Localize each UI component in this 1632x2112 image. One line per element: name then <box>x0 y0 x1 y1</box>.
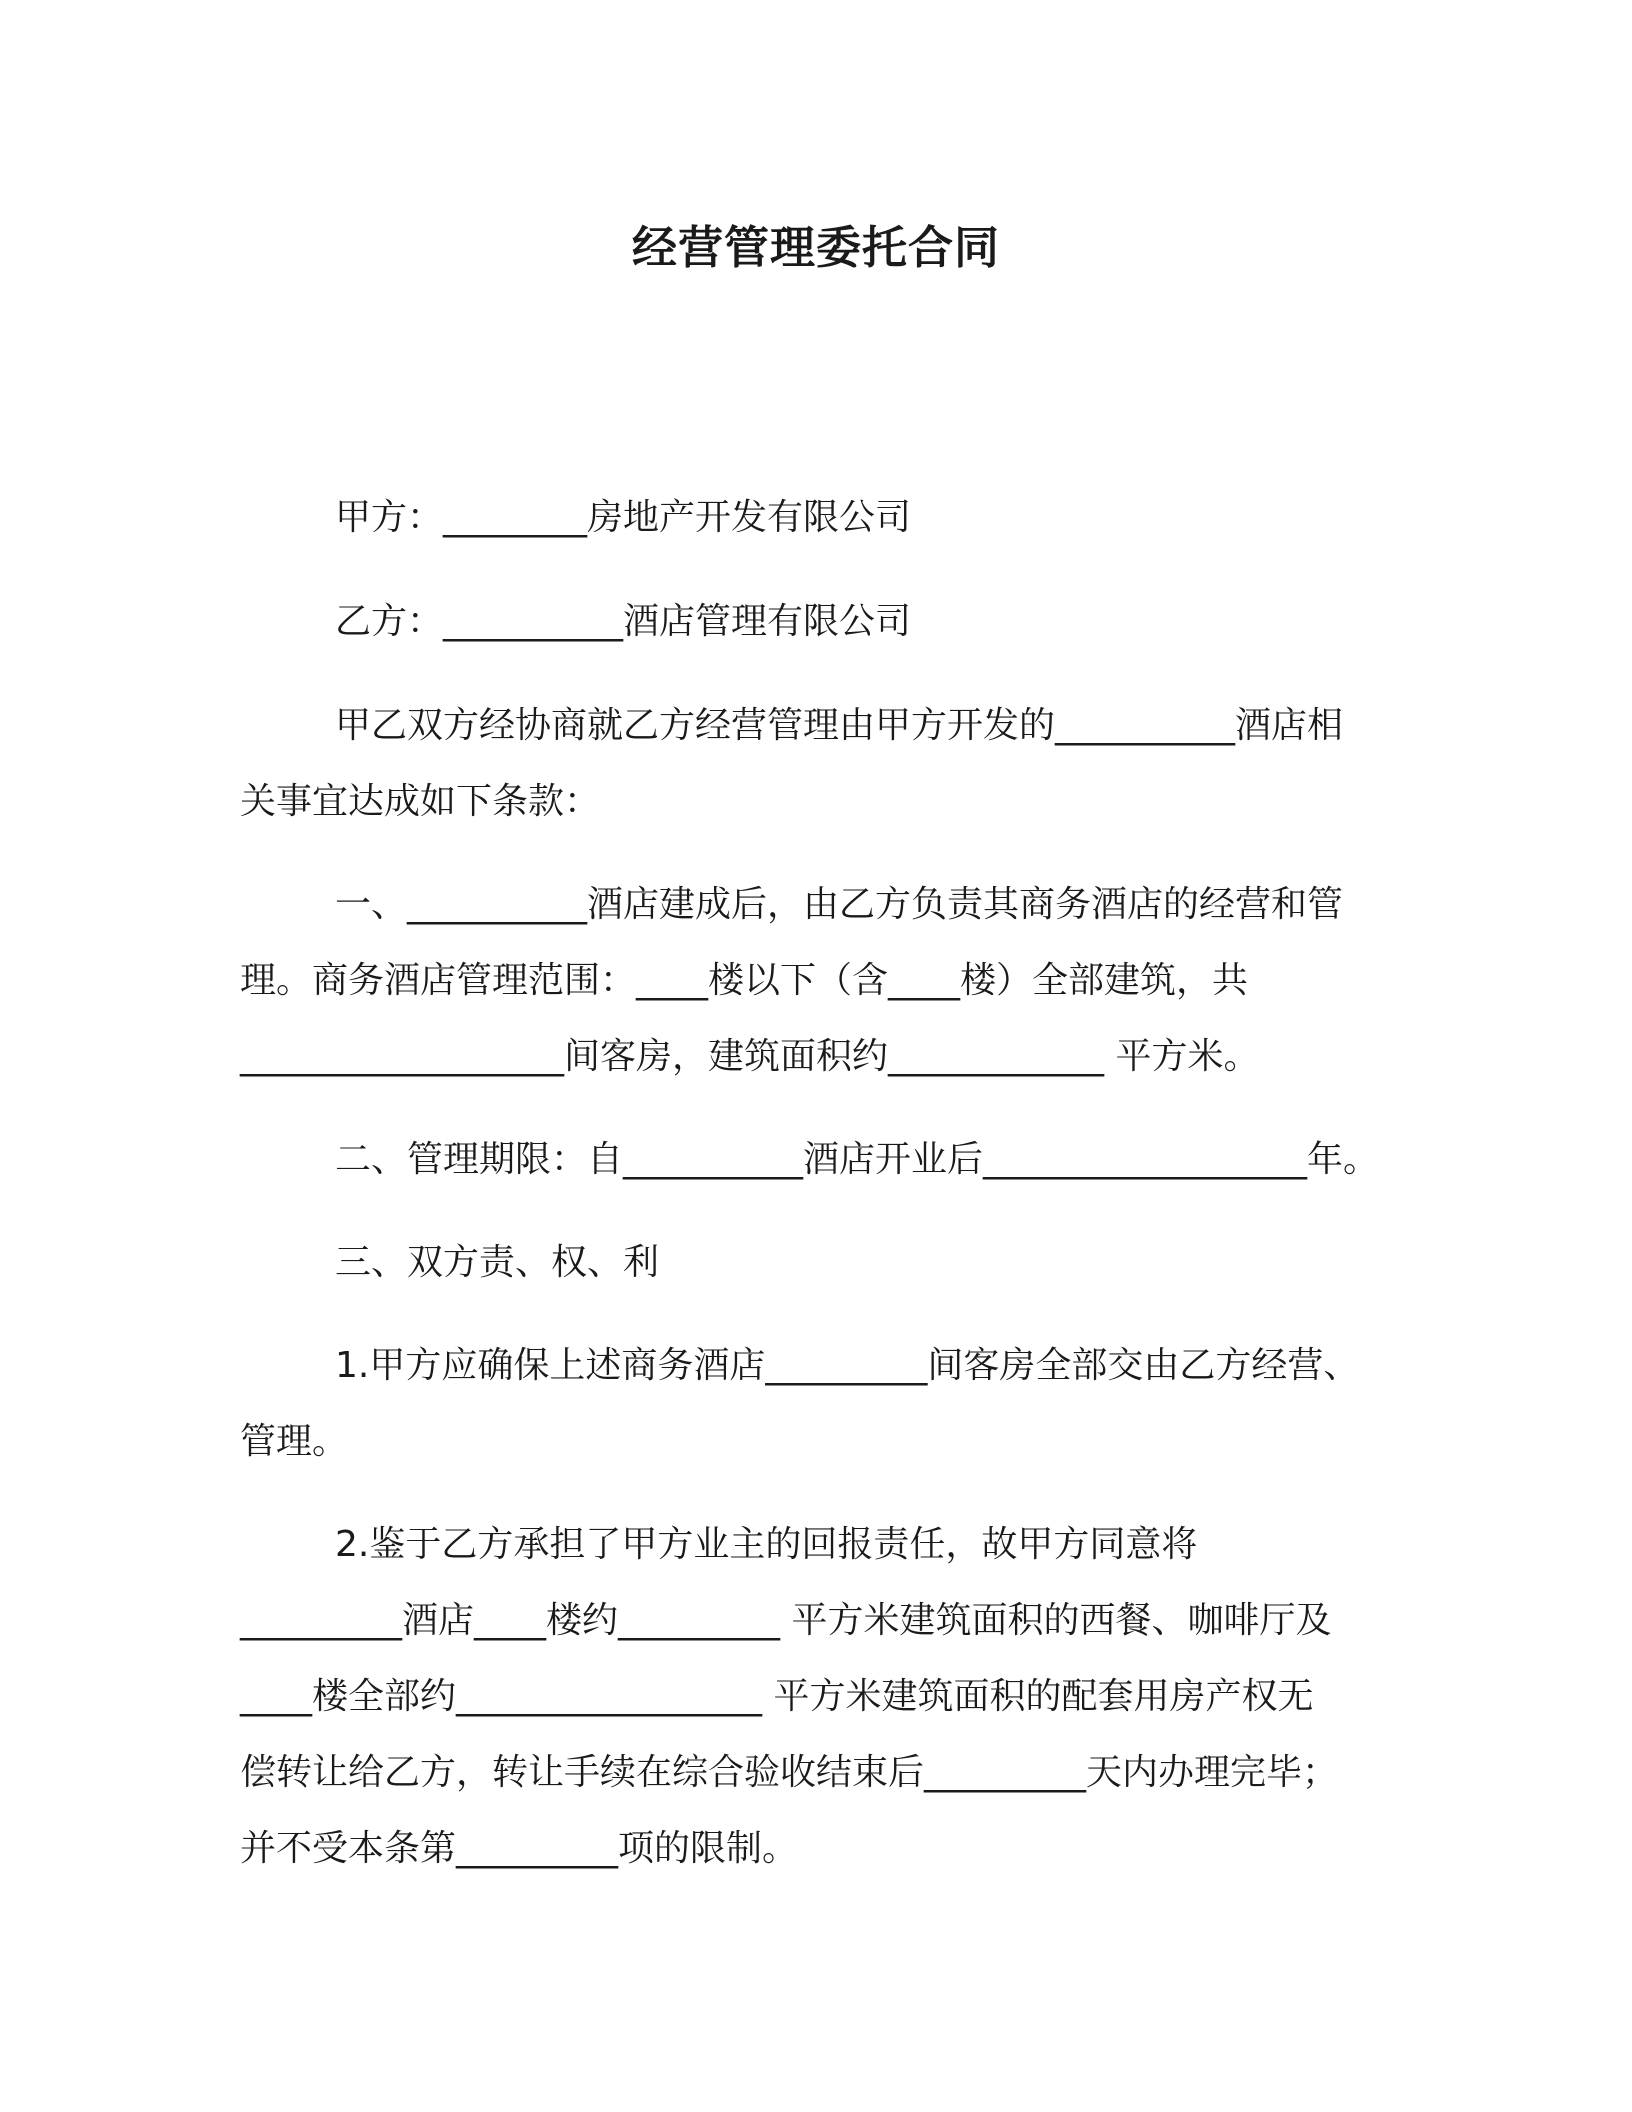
item-2-line-2: _________酒店____楼约_________ 平方米建筑面积的西餐、咖啡厅及 <box>240 1600 1332 1641</box>
clause-2-line: 二、管理期限：自__________酒店开业后__________________年。 <box>335 1139 1380 1180</box>
item-2-line-4: 偿转让给乙方，转让手续在综合验收结束后_________天内办理完毕； <box>240 1752 1339 1793</box>
clause-1-line-1: 一、__________酒店建成后，由乙方负责其商务酒店的经营和管 <box>335 884 1344 925</box>
clause-1-line-3: __________________间客房，建筑面积约____________ 平方米。 <box>240 1036 1260 1077</box>
preamble-line-1: 甲乙双方经协商就乙方经营管理由甲方开发的__________酒店相 <box>335 705 1344 746</box>
item-2-line-1: 2.鉴于乙方承担了甲方业主的回报责任，故甲方同意将 <box>335 1524 1198 1565</box>
clause-3-heading: 三、双方责、权、利 <box>335 1242 660 1283</box>
party-b-line: 乙方：__________酒店管理有限公司 <box>335 601 912 642</box>
item-2-line-5: 并不受本条第_________项的限制。 <box>240 1828 799 1869</box>
document-title: 经营管理委托合同 <box>631 221 1000 274</box>
item-2-line-3: ____楼全部约_________________ 平方米建筑面积的配套用房产权无 <box>240 1676 1314 1717</box>
clause-1-line-2: 理。商务酒店管理范围：____楼以下（含____楼）全部建筑，共 <box>240 960 1249 1001</box>
party-a-line: 甲方：________房地产开发有限公司 <box>335 497 912 538</box>
item-1-line-2: 管理。 <box>240 1421 349 1462</box>
item-1-line-1: 1.甲方应确保上述商务酒店_________间客房全部交由乙方经营、 <box>335 1345 1360 1386</box>
preamble-line-2: 关事宜达成如下条款： <box>240 781 601 822</box>
